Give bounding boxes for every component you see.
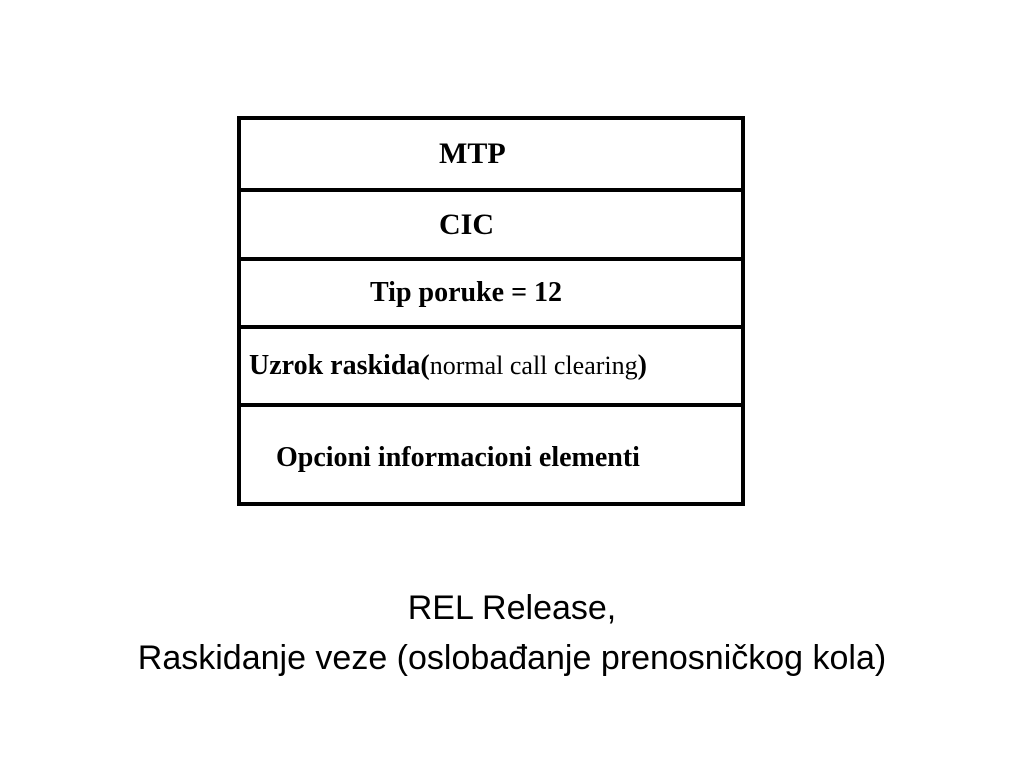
field-release-cause-open-paren: ( [420,350,430,381]
caption-title: REL Release, [407,589,617,627]
field-release-cause-label: Uzrok raskida [249,350,421,381]
field-mtp [241,120,741,192]
field-release-cause-detail: normal call clearing [429,351,638,380]
caption-subtitle: Raskidanje veze (oslobađanje prenosničkog kola) [137,639,887,677]
field-mtp-label: MTP [439,137,506,170]
field-release-cause-close-paren: ) [637,350,647,381]
field-optional-elements-label: Opcioni informacioni elementi [276,441,640,473]
field-cic [241,192,741,261]
field-release-cause [241,329,741,407]
field-cic-label: CIC [439,207,495,241]
field-message-type [241,261,741,329]
field-optional-elements [241,407,741,506]
field-message-type-label: Tip poruke = 12 [370,277,563,308]
rel-message-structure [237,116,745,506]
